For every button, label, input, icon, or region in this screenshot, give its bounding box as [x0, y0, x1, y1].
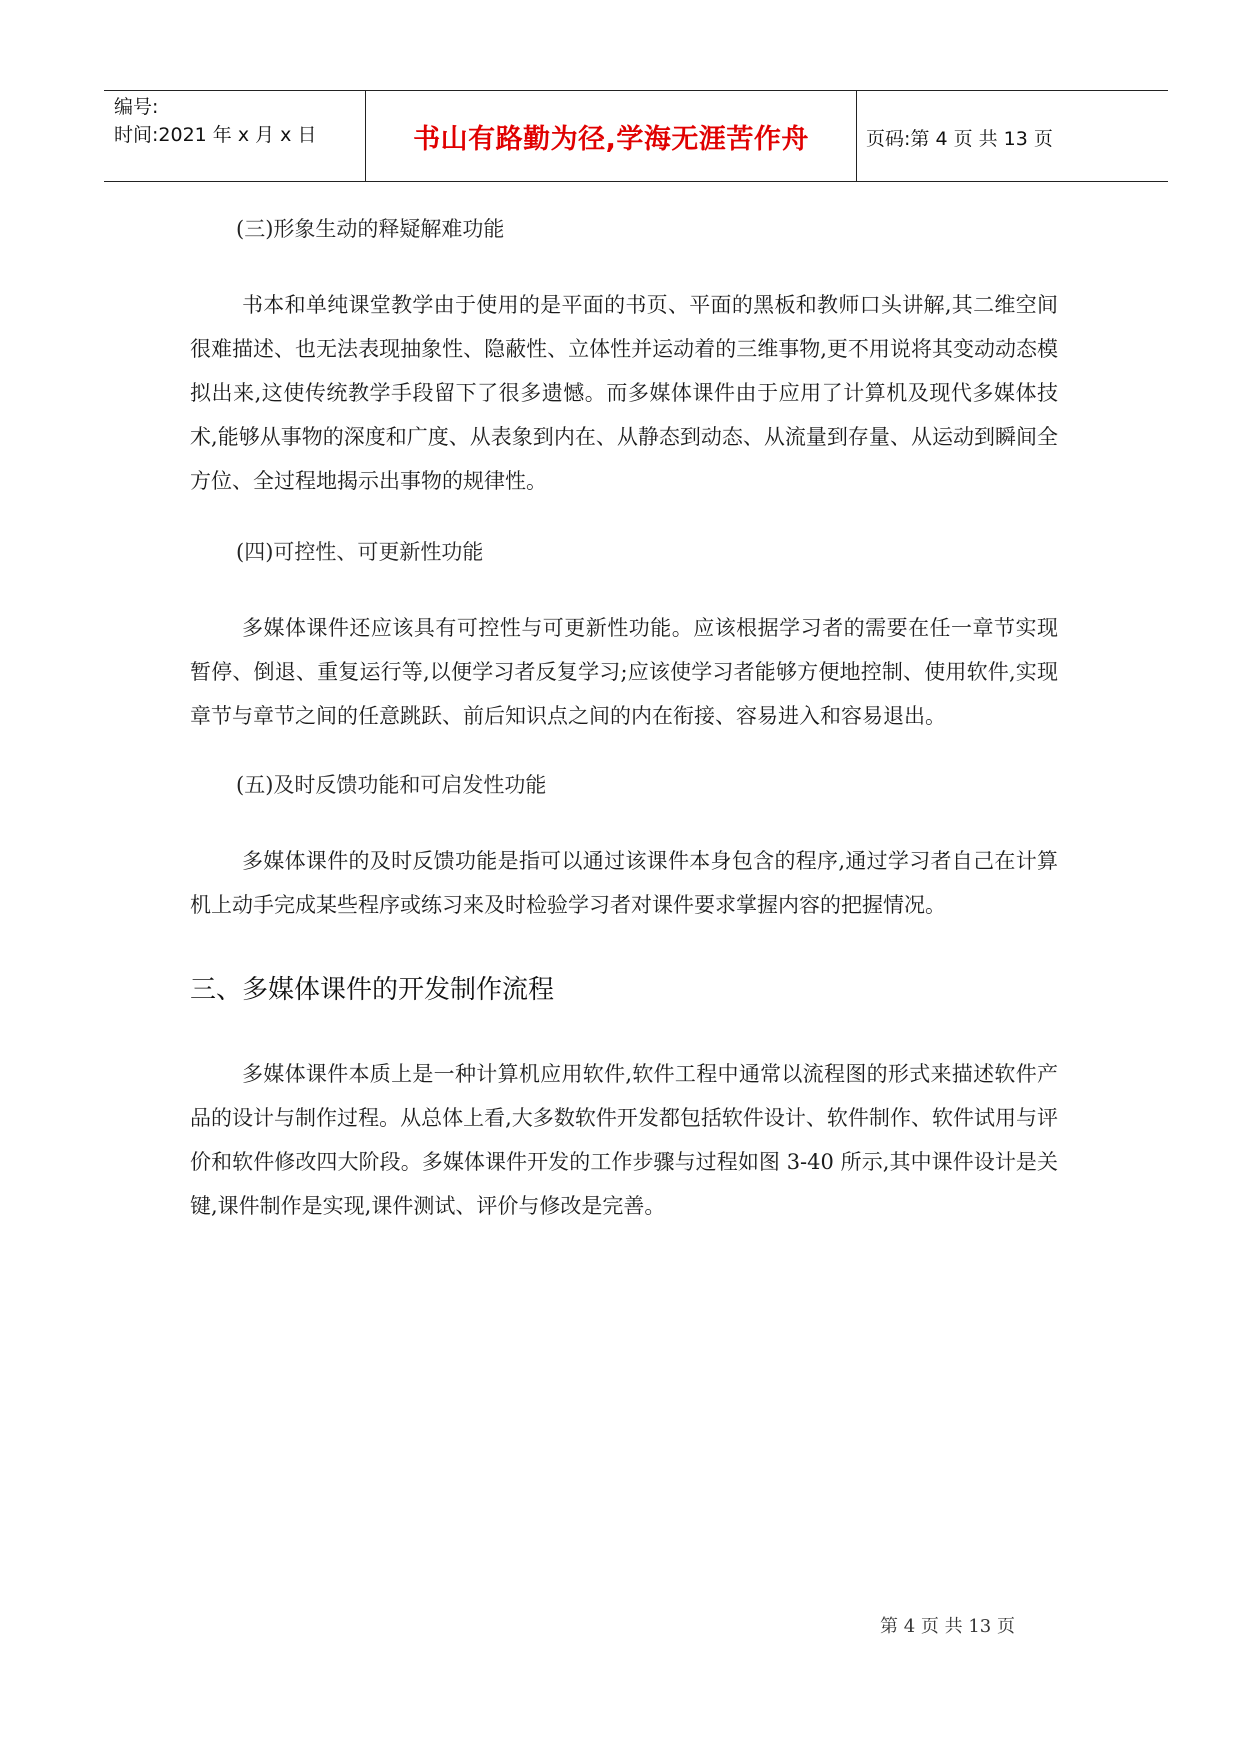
page-footer: 第 4 页 共 13 页	[880, 1616, 1015, 1637]
header-meta	[114, 93, 364, 149]
body-paragraph: 书本和单纯课堂教学由于使用的是平面的书页、平面的黑板和教师口头讲解,其二维空间很难描述、也无法表现抽象性、隐蔽性、立体性并运动着的三维事物,更不用说将其变动动态模拟出来,这使传统教学手段留下了很多遗憾。而多媒体课件由于应用了计算机及现代多媒体技术,能够从事物的深度和广度、从表象到内在、从静态到动态、从流量到存量、从运动到瞬间全方位、全过程地揭示出事物的规律性。	[190, 293, 1058, 493]
document-number-label: 编号:	[114, 96, 159, 118]
body-paragraph: 多媒体课件本质上是一种计算机应用软件,软件工程中通常以流程图的形式来描述软件产品的设计与制作过程。从总体上看,大多数软件开发都包括软件设计、软件制作、软件试用与评价和软件修改四大阶段。多媒体课件开发的工作步骤与过程如图 3-40 所示,其中课件设计是关键,课件制作是实现,课件测试、评价与修改是完善。	[190, 1062, 1058, 1218]
page-header	[104, 90, 1168, 182]
subsection-heading: (五)及时反馈功能和可启发性功能	[236, 773, 547, 797]
document-body	[190, 212, 1058, 1228]
header-divider	[856, 91, 857, 181]
header-page-number: 页码:第 4 页 共 13 页	[866, 128, 1053, 150]
header-motto: 书山有路勤为径,学海无涯苦作舟	[413, 124, 809, 155]
section-heading: 三、多媒体课件的开发制作流程	[190, 975, 555, 1005]
body-paragraph: 多媒体课件的及时反馈功能是指可以通过该课件本身包含的程序,通过学习者自己在计算机上动手完成某些程序或练习来及时检验学习者对课件要求掌握内容的把握情况。	[190, 849, 1058, 917]
subsection-heading: (三)形象生动的释疑解难功能	[236, 217, 505, 241]
document-date-label: 时间:2021 年 x 月 x 日	[114, 124, 317, 146]
body-paragraph: 多媒体课件还应该具有可控性与可更新性功能。应该根据学习者的需要在任一章节实现暂停、倒退、重复运行等,以便学习者反复学习;应该使学习者能够方便地控制、使用软件,实现章节与章节之间的任意跳跃、前后知识点之间的内在衔接、容易进入和容易退出。	[190, 616, 1058, 728]
subsection-heading: (四)可控性、可更新性功能	[236, 540, 484, 564]
